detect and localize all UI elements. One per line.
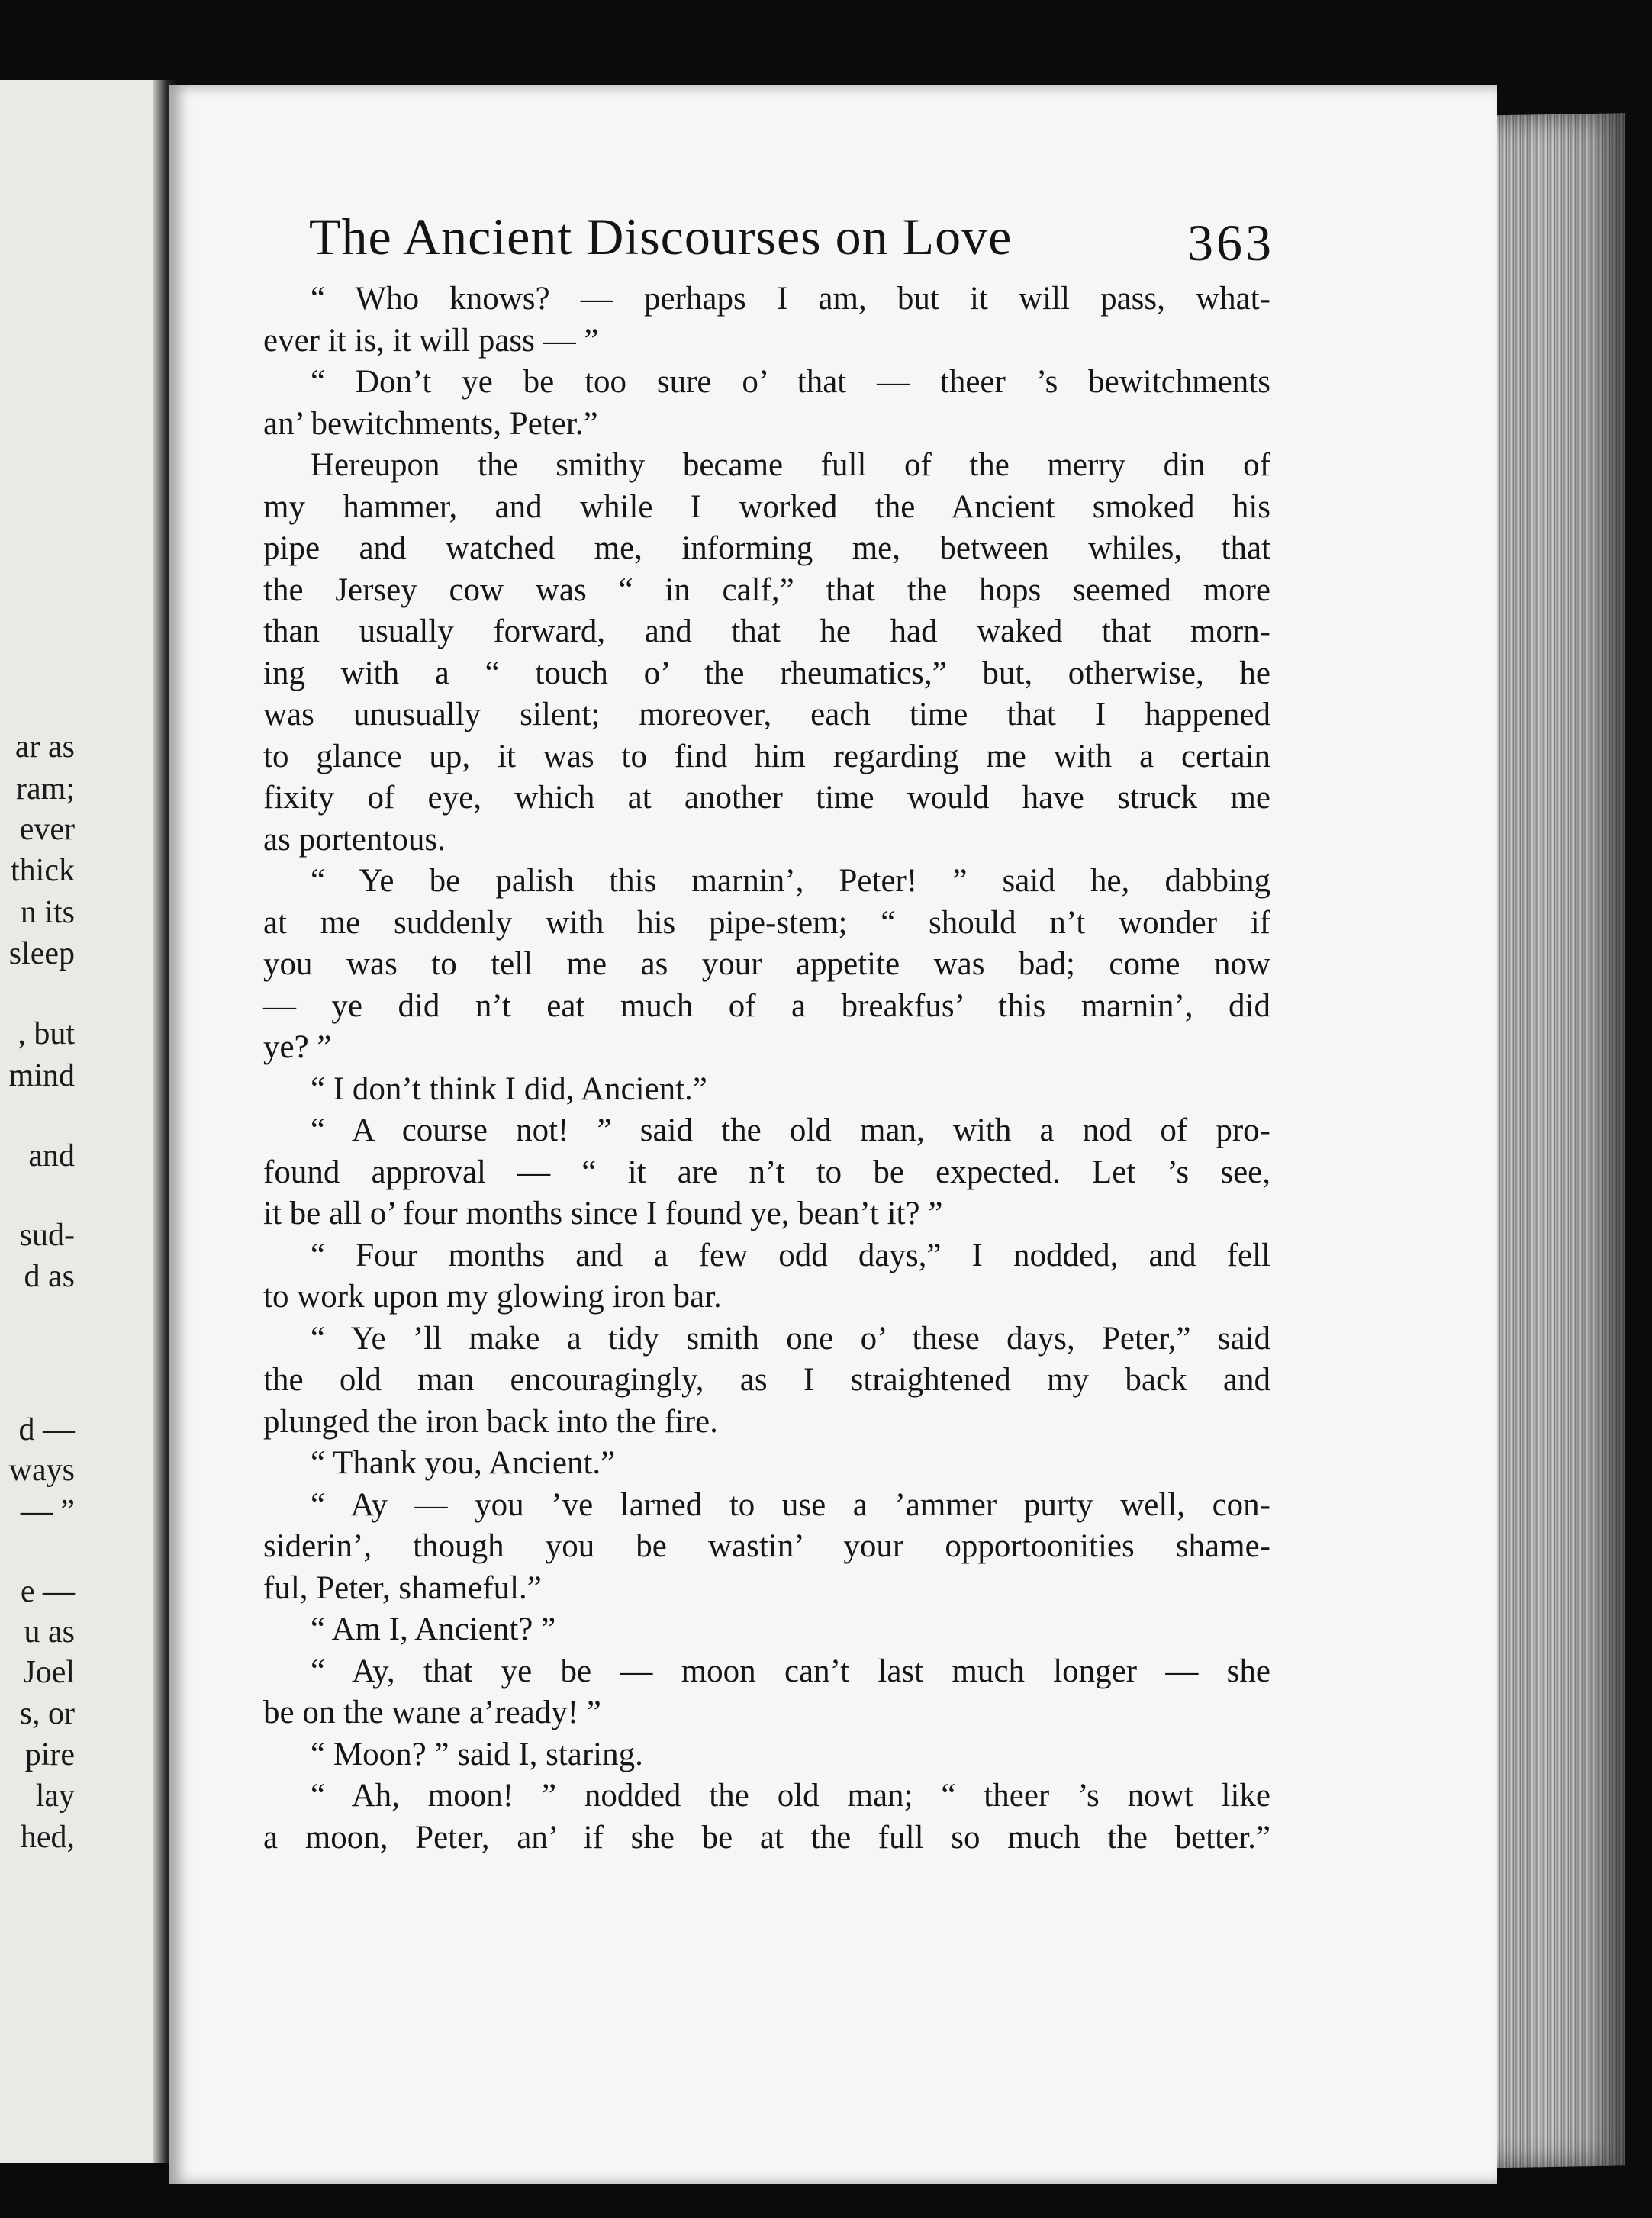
- left-line: e —: [20, 1574, 75, 1609]
- left-line: lay: [35, 1779, 75, 1814]
- text-line: “ Ah, moon! ” nodded the old man; “ theer ’s nowt like: [311, 1778, 1270, 1814]
- left-line: ever: [19, 812, 75, 847]
- text-line: siderin’, though you be wastin’ your opportoonities shame-: [263, 1528, 1270, 1564]
- text-line: “ Four months and a few odd days,” I nodded, and fell: [311, 1237, 1270, 1273]
- text-line: fixity of eye, which at another time would have struck me: [263, 780, 1270, 816]
- text-line: than usually forward, and that he had waked that morn-: [263, 613, 1270, 649]
- text-line: a moon, Peter, an’ if she be at the full so much the better.”: [263, 1819, 1270, 1856]
- text-line: “ Ye ’ll make a tidy smith one o’ these days, Peter,” said: [311, 1320, 1270, 1357]
- text-line: you was to tell me as your appetite was bad; come now: [263, 946, 1270, 982]
- text-line: it be all o’ four months since I found ye, bean’t it? ”: [263, 1196, 943, 1231]
- text-line: “ Am I, Ancient? ”: [311, 1611, 556, 1647]
- text-line: my hammer, and while I worked the Ancient smoked his: [263, 488, 1270, 525]
- text-line: “ Ye be palish this marnin’, Peter! ” said he, dabbing: [311, 863, 1270, 899]
- left-line: and: [28, 1138, 75, 1173]
- left-line: d as: [24, 1259, 75, 1294]
- text-line: “ I don’t think I did, Ancient.”: [311, 1070, 707, 1107]
- text-line: Hereupon the smithy became full of the merry din of: [311, 447, 1270, 483]
- text-line: “ Who knows? — perhaps I am, but it will pass, what-: [311, 281, 1270, 317]
- text-line: “ Don’t ye be too sure o’ that — theer ’s bewitchments: [311, 364, 1270, 400]
- running-head: The Ancient Discourses on Love: [309, 208, 1013, 266]
- text-line: “ Moon? ” said I, staring.: [311, 1736, 643, 1772]
- text-line: found approval — “ it are n’t to be expected. Let ’s see,: [263, 1154, 1270, 1190]
- text-line: — ye did n’t eat much of a breakfus’ this marnin’, did: [263, 987, 1270, 1024]
- left-line: , but: [18, 1016, 75, 1051]
- text-line: plunged the iron back into the fire.: [263, 1403, 718, 1440]
- text-line: “ A course not! ” said the old man, with a nod of pro-: [311, 1112, 1270, 1148]
- text-line: pipe and watched me, informing me, between whiles, that: [263, 530, 1270, 566]
- text-line: “ Ay, that ye be — moon can’t last much longer — she: [311, 1653, 1270, 1689]
- left-line: thick: [11, 853, 75, 888]
- text-line: as portentous.: [263, 821, 446, 858]
- text-line: be on the wane a’ready! ”: [263, 1695, 601, 1730]
- text-line: at me suddenly with his pipe-stem; “ should n’t wonder if: [263, 904, 1270, 941]
- left-page-fragment: [0, 80, 160, 2163]
- left-line: Joel: [23, 1655, 75, 1690]
- text-line: ye? ”: [263, 1029, 332, 1065]
- text-line: the Jersey cow was “ in calf,” that the hops seemed more: [263, 571, 1270, 608]
- body-text: [263, 278, 1270, 1859]
- left-line: d —: [18, 1412, 75, 1447]
- text-line: the old man encouragingly, as I straightened my back and: [263, 1362, 1270, 1398]
- left-line: ways: [8, 1453, 75, 1488]
- text-line: ing with a “ touch o’ the rheumatics,” but, otherwise, he: [263, 655, 1270, 691]
- left-line: pire: [24, 1737, 75, 1772]
- left-line: hed,: [20, 1820, 75, 1855]
- left-line: n its: [20, 895, 75, 930]
- text-line: ever it is, it will pass — ”: [263, 322, 599, 359]
- left-line: ar as: [14, 729, 75, 765]
- left-line: — ”: [20, 1494, 75, 1529]
- left-line: s, or: [19, 1696, 75, 1731]
- text-line: to glance up, it was to find him regarding me with a certain: [263, 738, 1270, 774]
- left-line: mind: [8, 1058, 75, 1093]
- left-line: sleep: [8, 936, 75, 971]
- text-line: an’ bewitchments, Peter.”: [263, 405, 598, 442]
- text-line: was unusually silent; moreover, each time that I happened: [263, 697, 1270, 732]
- page-header: [309, 202, 1274, 271]
- left-line: u as: [24, 1614, 75, 1650]
- page-number: 363: [1187, 214, 1274, 272]
- left-line: ram;: [16, 771, 75, 806]
- text-line: “ Ay — you ’ve larned to use a ’ammer purty well, con-: [311, 1486, 1270, 1523]
- text-line: “ Thank you, Ancient.”: [311, 1445, 616, 1481]
- left-line: sud-: [19, 1218, 75, 1253]
- text-line: to work upon my glowing iron bar.: [263, 1279, 722, 1315]
- text-line: ful, Peter, shameful.”: [263, 1569, 542, 1606]
